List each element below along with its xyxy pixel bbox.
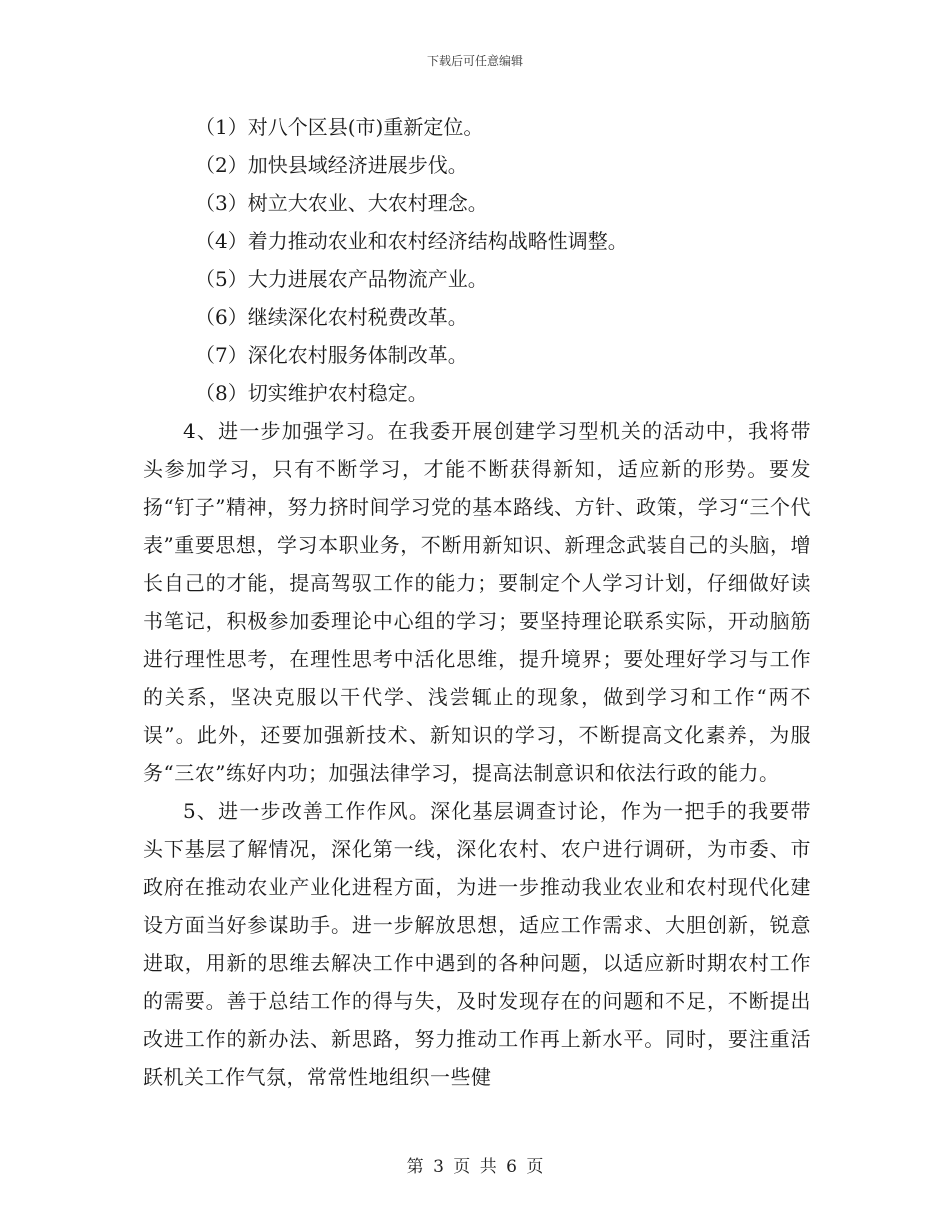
page-number: 第 3 页 共 6 页 xyxy=(406,1157,544,1177)
list-item: （1）对八个区县(市)重新定位。 xyxy=(195,115,484,139)
paragraph-study: 4、进一步加强学习。在我委开展创建学习型机关的活动中，我将带头参加学习，只有不断学习，才能不断获得新知，适应新的形势。要发扬“钉子”精神，努力挤时间学习党的基本路线、方针、政策，学习“三个代表”重要思想，学习本职业务，不断用新知识、新理念武装自己的头脑，增长自己的才能，提高驾驭工作的能力；要制定个人学习计划，仔细做好读书笔记，积极参加委理论中心组的学习；要坚持理论联系实际，开动脑筋进行理性思考，在理性思考中活化思维，提升境界；要处理好学习与工作的关系，坚决克服以干代学、浅尝辄止的现象，做到学习和工作“两不误”。此外，还要加强新技术、新知识的学习，不断提高文化素养，为服务“三农”练好内功；加强法律学习，提高法制意识和依法行政的能力。 xyxy=(143,419,811,785)
list-item: （5）大力进展农产品物流产业。 xyxy=(195,267,488,291)
list-item: （4）着力推动农业和农村经济结构战略性调整。 xyxy=(195,229,628,253)
list-item: （8）切实维护农村稳定。 xyxy=(195,381,428,405)
measures-list xyxy=(143,108,811,412)
list-item: （6）继续深化农村税费改革。 xyxy=(195,305,468,329)
list-item: （3）树立大农业、大农村理念。 xyxy=(195,191,488,215)
list-item: （2）加快县域经济进展步伐。 xyxy=(195,153,468,177)
document-body xyxy=(143,108,811,1096)
list-item: （7）深化农村服务体制改革。 xyxy=(195,343,468,367)
page-header: 下载后可任意编辑 xyxy=(426,54,523,68)
paragraph-work-style: 5、进一步改善工作作风。深化基层调查讨论，作为一把手的我要带头下基层了解情况，深化第一线，深化农村、农户进行调研，为市委、市政府在推动农业产业化进程方面，为进一步推动我业农业和农村现代化建设方面当好参谋助手。进一步解放思想，适应工作需求、大胆创新，锐意进取，用新的思维去解决工作中遇到的各种问题，以适应新时期农村工作的需要。善于总结工作的得与失，及时发现存在的问题和不足，不断提出改进工作的新办法、新思路，努力推动工作再上新水平。同时，要注重活跃机关工作气氛，常常性地组织一些健 xyxy=(143,799,811,1089)
